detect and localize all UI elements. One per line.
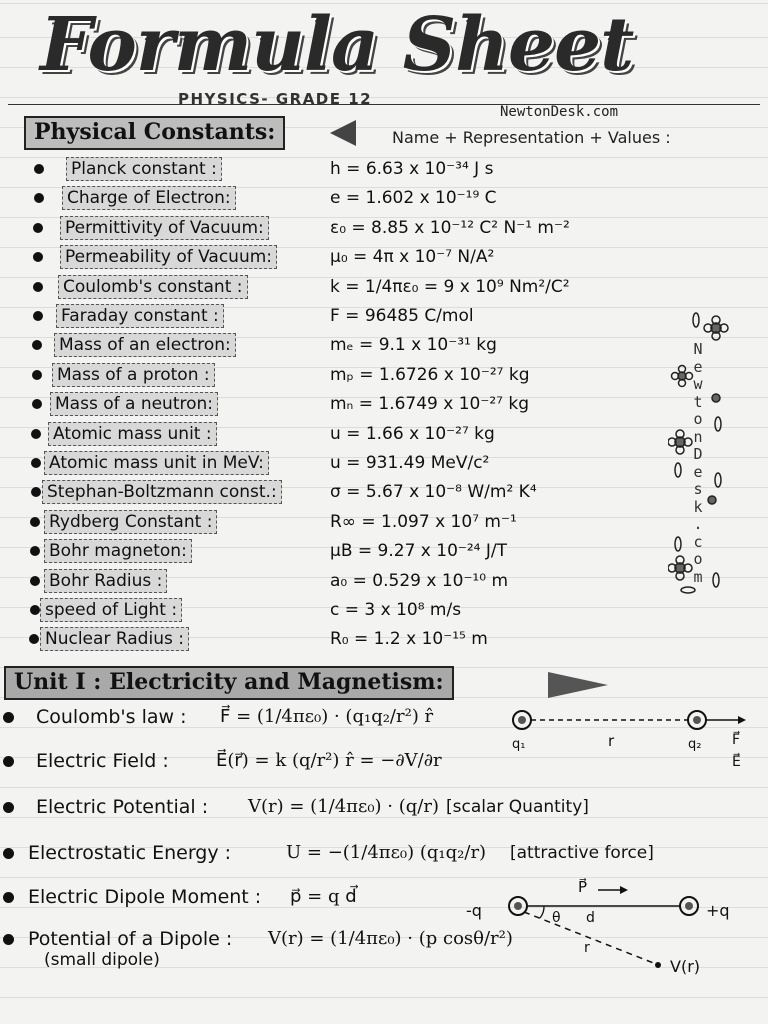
- constant-label: Charge of Electron:: [62, 186, 236, 210]
- formula-expression: V(r) = (1/4πε₀) · (p cosθ/r²): [268, 928, 513, 949]
- charge-q1-dot: [518, 716, 526, 724]
- page-title: Formula Sheet: [40, 2, 634, 88]
- constant-value: R∞ = 1.097 x 10⁷ m⁻¹: [330, 511, 517, 532]
- force-arrowhead: [738, 716, 746, 724]
- bullet-icon: [30, 576, 40, 586]
- constant-row: [0, 597, 768, 625]
- charge-q2-dot: [693, 716, 701, 724]
- bullet-icon: [3, 802, 14, 813]
- watermark-letter: e: [693, 357, 703, 376]
- constant-row: [0, 421, 768, 449]
- bullet-icon: [33, 311, 43, 321]
- watermark-letter: k: [693, 497, 703, 516]
- constant-row: [0, 391, 768, 419]
- formula-note: [attractive force]: [510, 843, 654, 863]
- constant-value: mₚ = 1.6726 x 10⁻²⁷ kg: [330, 364, 530, 385]
- constant-label: Mass of an electron:: [54, 333, 236, 357]
- f-vector-label: F⃗: [732, 732, 741, 748]
- watermark-letter: o: [693, 410, 703, 428]
- page-subtitle: PHYSICS- GRADE 12: [178, 90, 373, 108]
- constant-value: μ₀ = 4π x 10⁻⁷ N/A²: [330, 247, 495, 268]
- header-divider: [8, 104, 760, 105]
- q1-label: q₁: [512, 737, 526, 752]
- constant-row: [0, 450, 768, 478]
- formula-label: Electric Field :: [36, 750, 169, 772]
- bullet-icon: [3, 712, 14, 723]
- watermark-letter: o: [693, 550, 703, 568]
- constants-banner-label: Physical Constants:: [34, 119, 276, 145]
- constant-label: Atomic mass unit :: [48, 422, 217, 446]
- dipole-r-label: r: [584, 940, 590, 956]
- constant-label: Permittivity of Vacuum:: [60, 216, 269, 240]
- neg-charge-dot: [514, 902, 522, 910]
- vr-label: V(r): [670, 957, 701, 976]
- bullet-icon: [32, 399, 42, 409]
- constant-label: Atomic mass unit in MeV:: [44, 451, 269, 475]
- constant-row: [0, 303, 768, 331]
- watermark-letter: w: [693, 375, 703, 393]
- formula-subnote: (small dipole): [44, 950, 160, 970]
- constant-value: F = 96485 C/mol: [330, 306, 474, 326]
- field-point: [655, 962, 661, 968]
- unit1-banner-tail: [548, 672, 608, 698]
- banner-tail-decoration: [330, 120, 356, 146]
- bullet-icon: [34, 193, 44, 203]
- bullet-icon: [30, 517, 40, 527]
- constant-row: [0, 568, 768, 596]
- formula-expression: E⃗(r⃗) = k (q/r²) r̂ = −∂V/∂r: [216, 750, 442, 771]
- bullet-icon: [33, 282, 43, 292]
- constant-row: [0, 479, 768, 507]
- e-vector-label: E⃗: [732, 754, 741, 770]
- constant-value: a₀ = 0.529 x 10⁻¹⁰ m: [330, 570, 509, 591]
- constant-label: Coulomb's constant :: [58, 275, 248, 299]
- constant-value: e = 1.602 x 10⁻¹⁹ C: [330, 188, 497, 209]
- constant-row: [0, 244, 768, 272]
- unit1-banner: [4, 666, 454, 700]
- constant-value: u = 1.66 x 10⁻²⁷ kg: [330, 423, 495, 444]
- constant-label: Rydberg Constant :: [44, 510, 217, 534]
- formula-label: Electric Potential :: [36, 796, 209, 818]
- bullet-icon: [32, 370, 42, 380]
- formula-label: Electric Dipole Moment :: [28, 886, 262, 908]
- constant-row: [0, 626, 768, 654]
- watermark-letter: N: [693, 340, 703, 358]
- constant-row: [0, 215, 768, 243]
- bullet-icon: [32, 340, 42, 350]
- theta-arc: [540, 906, 544, 918]
- bullet-icon: [3, 934, 14, 945]
- constants-banner: [24, 116, 285, 150]
- constant-label: Bohr magneton:: [44, 539, 192, 563]
- bullet-icon: [31, 458, 41, 468]
- watermark-letter: n: [693, 427, 703, 446]
- constant-label: Planck constant :: [66, 157, 222, 181]
- constant-label: Bohr Radius :: [44, 569, 167, 593]
- watermark-letter: D: [693, 445, 703, 463]
- constant-value: c = 3 x 10⁸ m/s: [330, 600, 462, 620]
- watermark-letter: e: [693, 462, 703, 481]
- constants-note: Name + Representation + Values :: [392, 128, 671, 147]
- constant-label: Faraday constant :: [56, 304, 224, 328]
- formula-label: Coulomb's law :: [36, 706, 187, 728]
- dipole-diagram: [462, 878, 752, 978]
- bullet-icon: [30, 546, 40, 556]
- constant-row: [0, 185, 768, 213]
- constant-value: mₑ = 9.1 x 10⁻³¹ kg: [330, 335, 497, 356]
- r-label: r: [608, 732, 615, 750]
- constant-label: Permeability of Vacuum:: [60, 245, 277, 269]
- formula-label: Potential of a Dipole :: [28, 928, 233, 950]
- constant-row: [0, 274, 768, 302]
- bullet-icon: [29, 634, 39, 644]
- site-label: NewtonDesk.com: [500, 104, 619, 120]
- constant-value: h = 6.63 x 10⁻³⁴ J s: [330, 159, 494, 179]
- bullet-icon: [30, 605, 40, 615]
- d-label: d: [586, 910, 595, 926]
- watermark-letter: c: [693, 532, 703, 551]
- constant-row: [0, 357, 768, 390]
- flower-decoration: [668, 310, 732, 600]
- watermark-letter: .: [693, 515, 703, 533]
- constant-row: [0, 156, 768, 184]
- constant-value: k = 1/4πε₀ = 9 x 10⁹ Nm²/C²: [330, 276, 570, 297]
- constant-row: [0, 538, 768, 566]
- p-vector-label: P⃗: [578, 878, 588, 896]
- constant-value: u = 931.49 MeV/c²: [330, 453, 490, 473]
- constant-label: Nuclear Radius :: [40, 627, 189, 651]
- bullet-icon: [34, 164, 44, 174]
- bullet-icon: [33, 223, 43, 233]
- constant-label: speed of Light :: [40, 598, 182, 622]
- formula-expression: F⃗ = (1/4πε₀) · (q₁q₂/r²) r̂: [220, 706, 434, 727]
- coulomb-diagram: [500, 702, 760, 774]
- bullet-icon: [31, 429, 41, 439]
- unit1-formula-row: [0, 792, 768, 832]
- theta-label: θ: [552, 910, 561, 926]
- constant-value: R₀ = 1.2 x 10⁻¹⁵ m: [330, 629, 488, 650]
- bullet-icon: [33, 252, 43, 262]
- bullet-icon: [3, 756, 14, 767]
- constant-row: [0, 509, 768, 537]
- unit1-formula-row: [0, 838, 768, 878]
- constant-value: μB = 9.27 x 10⁻²⁴ J/T: [330, 541, 508, 562]
- formula-label: Electrostatic Energy :: [28, 842, 232, 864]
- bullet-icon: [3, 848, 14, 859]
- bullet-icon: [3, 892, 14, 903]
- constant-value: ε₀ = 8.85 x 10⁻¹² C² N⁻¹ m⁻²: [330, 217, 570, 238]
- unit1-banner-label: Unit I : Electricity and Magnetism:: [14, 669, 444, 695]
- constant-label: Mass of a neutron:: [50, 392, 218, 416]
- pos-charge-dot: [685, 902, 693, 910]
- formula-note: [scalar Quantity]: [446, 797, 589, 817]
- watermark-letter: m: [693, 567, 703, 586]
- formula-expression: p⃗ = q d⃗: [290, 886, 357, 907]
- constant-row: [0, 332, 768, 360]
- constant-value: σ = 5.67 x 10⁻⁸ W/m² K⁴: [330, 482, 537, 503]
- constant-label: Stephan-Boltzmann const.:: [42, 480, 282, 504]
- pos-charge-label: +q: [706, 901, 730, 920]
- bullet-icon: [31, 487, 41, 497]
- q2-label: q₂: [688, 737, 702, 752]
- formula-expression: V(r) = (1/4πε₀) · (q/r): [248, 796, 439, 817]
- watermark-letter: t: [693, 392, 703, 411]
- p-arrowhead: [620, 886, 628, 894]
- neg-charge-label: -q: [466, 901, 482, 920]
- constant-label: Mass of a proton :: [52, 363, 215, 387]
- constant-value: mₙ = 1.6749 x 10⁻²⁷ kg: [330, 394, 530, 415]
- formula-expression: U = −(1/4πε₀) (q₁q₂/r): [286, 842, 487, 863]
- watermark-letter: s: [693, 480, 703, 498]
